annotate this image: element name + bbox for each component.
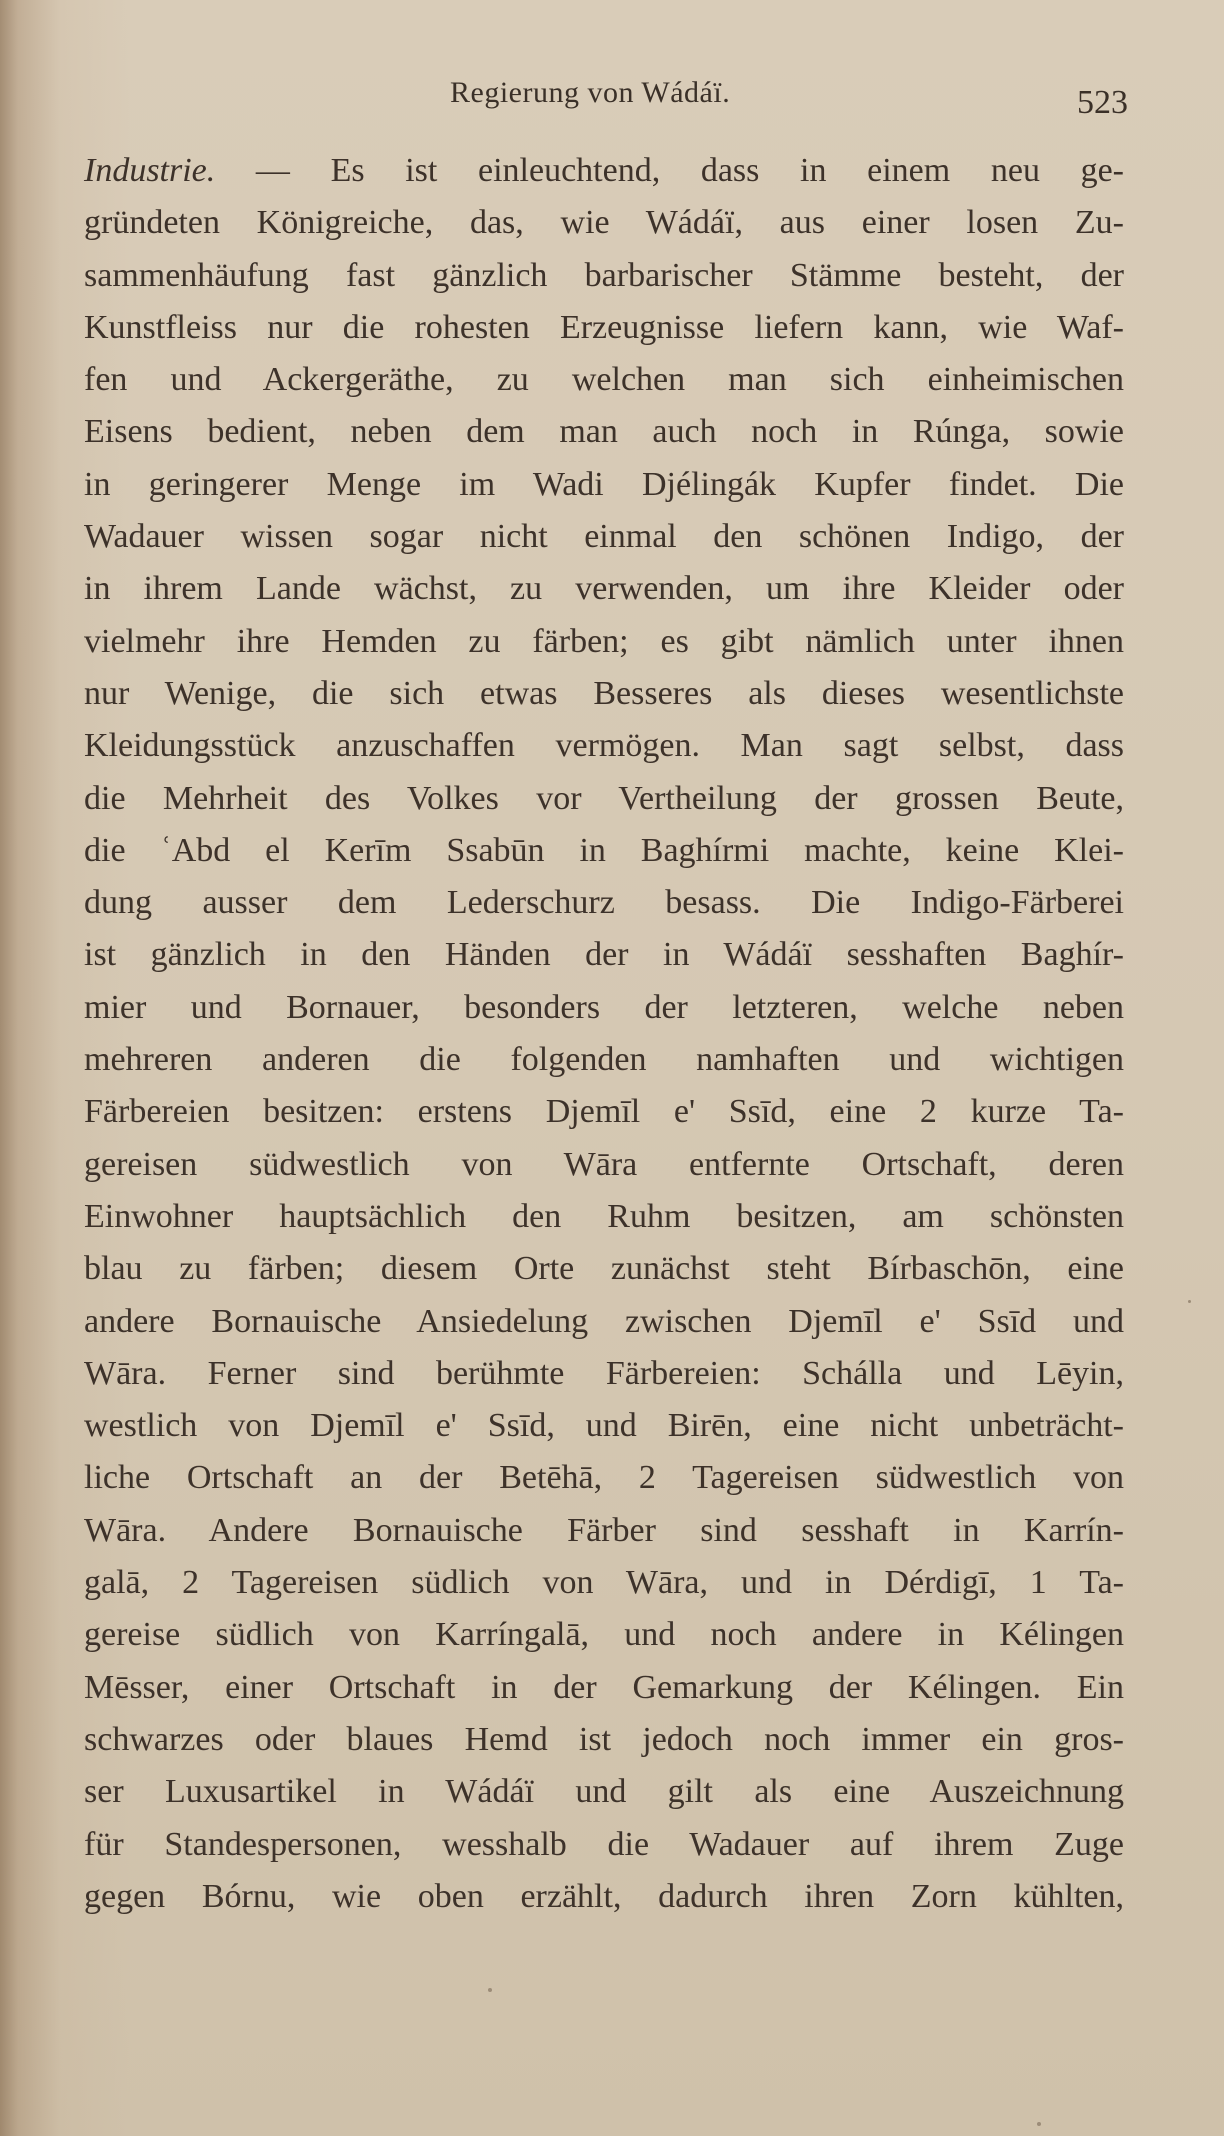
text-line: Eisens bedient, neben dem man auch noch in Rúnga, sowie bbox=[84, 413, 1124, 451]
paper-speck bbox=[488, 1988, 492, 1992]
text-line: nur Wenige, die sich etwas Besseres als dieses wesentlichste bbox=[84, 674, 1124, 712]
text-line: schwarzes oder blaues Hemd ist jedoch noch immer ein gros- bbox=[84, 1720, 1124, 1758]
text-line: galā, 2 Tagereisen südlich von Wāra, und in Dérdigī, 1 Ta- bbox=[84, 1564, 1124, 1602]
text-line: Einwohner hauptsächlich den Ruhm besitzen, am schönsten bbox=[84, 1197, 1124, 1235]
paper-speck bbox=[1037, 2122, 1041, 2126]
text-line: fen und Ackergeräthe, zu welchen man sich einheimischen bbox=[84, 361, 1124, 399]
text-line: Wāra. Andere Bornauische Färber sind sesshaft in Karrín- bbox=[84, 1511, 1124, 1549]
text-line: westlich von Djemīl e' Ssīd, und Birēn, eine nicht unbeträcht- bbox=[84, 1407, 1124, 1445]
running-header bbox=[0, 72, 1224, 122]
text-line: gründeten Königreiche, das, wie Wádáï, aus einer losen Zu- bbox=[84, 204, 1124, 242]
text-line: Kleidungsstück anzuschaffen vermögen. Man sagt selbst, dass bbox=[84, 727, 1124, 765]
text-line: mier und Bornauer, besonders der letzteren, welche neben bbox=[84, 988, 1124, 1026]
text-line-content: — Es ist einleuchtend, dass in einem neu ge- bbox=[215, 152, 1124, 189]
page-number: 523 bbox=[1077, 84, 1128, 121]
text-line: in geringerer Menge im Wadi Djélingák Kupfer findet. Die bbox=[84, 465, 1124, 503]
text-line: Kunstfleiss nur die rohesten Erzeugnisse liefern kann, wie Waf- bbox=[84, 308, 1124, 346]
text-line bbox=[84, 145, 1124, 197]
text-line: sammenhäufung fast gänzlich barbarischer Stämme besteht, der bbox=[84, 256, 1124, 294]
section-lead: Industrie. bbox=[84, 152, 216, 189]
text-line: gereisen südwestlich von Wāra entfernte Ortschaft, deren bbox=[84, 1145, 1124, 1183]
text-line: gegen Bórnu, wie oben erzählt, dadurch ihren Zorn kühlten, bbox=[84, 1877, 1124, 1915]
text-line: Färbereien besitzen: erstens Djemīl e' Ssīd, eine 2 kurze Ta- bbox=[84, 1093, 1124, 1131]
text-line: gereise südlich von Karríngalā, und noch andere in Kélingen bbox=[84, 1616, 1124, 1654]
text-line: ser Luxusartikel in Wádáï und gilt als eine Auszeichnung bbox=[84, 1773, 1124, 1811]
text-line: die Mehrheit des Volkes vor Vertheilung der grossen Beute, bbox=[84, 779, 1124, 817]
text-line: liche Ortschaft an der Betēhā, 2 Tagereisen südwestlich von bbox=[84, 1459, 1124, 1497]
text-line: die ʿAbd el Kerīm Ssabūn in Baghírmi machte, keine Klei- bbox=[84, 831, 1124, 869]
paper-speck bbox=[1188, 1300, 1191, 1303]
text-line: in ihrem Lande wächst, zu verwenden, um ihre Kleider oder bbox=[84, 570, 1124, 608]
text-line: Wāra. Ferner sind berühmte Färbereien: Schálla und Lēyin, bbox=[84, 1354, 1124, 1392]
text-line: blau zu färben; diesem Orte zunächst steht Bírbaschōn, eine bbox=[84, 1250, 1124, 1288]
text-line: ist gänzlich in den Händen der in Wádáï sesshaften Baghír- bbox=[84, 936, 1124, 974]
text-line: für Standespersonen, wesshalb die Wadauer auf ihrem Zuge bbox=[84, 1825, 1124, 1863]
text-line: vielmehr ihre Hemden zu färben; es gibt nämlich unter ihnen bbox=[84, 622, 1124, 660]
text-line: dung ausser dem Lederschurz besass. Die Indigo-Färberei bbox=[84, 884, 1124, 922]
text-line: Mēsser, einer Ortschaft in der Gemarkung der Kélingen. Ein bbox=[84, 1668, 1124, 1706]
text-line: mehreren anderen die folgenden namhaften und wichtigen bbox=[84, 1041, 1124, 1079]
text-line: andere Bornauische Ansiedelung zwischen Djemīl e' Ssīd und bbox=[84, 1302, 1124, 1340]
body-text bbox=[84, 145, 1124, 1923]
text-line: Wadauer wissen sogar nicht einmal den schönen Indigo, der bbox=[84, 518, 1124, 556]
running-title: Regierung von Wádáï. bbox=[450, 76, 731, 109]
